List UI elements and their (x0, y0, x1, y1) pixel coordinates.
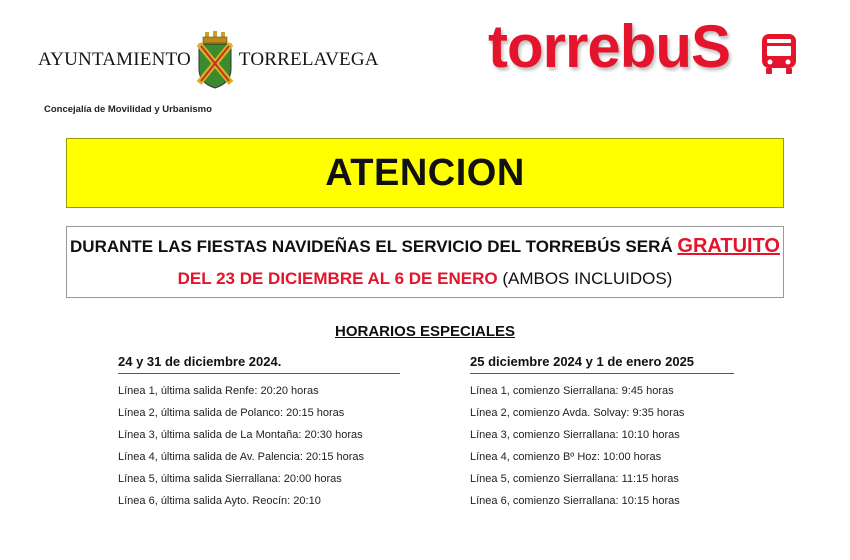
schedule-item: Línea 5, última salida Sierrallana: 20:00 horas (118, 473, 342, 485)
coat-of-arms-icon (195, 31, 235, 89)
schedule-item: Línea 3, última salida de La Montaña: 20:30 horas (118, 429, 363, 441)
torrebus-logo (488, 13, 818, 90)
ayto-left-text: AYUNTAMIENTO (38, 49, 191, 70)
notice-line-2 (67, 269, 783, 289)
horarios-title: HORARIOS ESPECIALES (334, 323, 516, 340)
concejalia-label: Concejalía de Movilidad y Urbanismo (44, 104, 212, 115)
banner-title: ATENCION (325, 151, 525, 194)
free-badge: GRATUITO (677, 235, 780, 257)
schedule-item: Línea 1, comienzo Sierrallana: 9:45 horas (470, 385, 674, 397)
schedule-item: Línea 6, comienzo Sierrallana: 10:15 horas (470, 495, 680, 507)
notice-note: (AMBOS INCLUIDOS) (502, 269, 673, 288)
schedule-item: Línea 3, comienzo Sierrallana: 10:10 horas (470, 429, 680, 441)
notice-main-text: DURANTE LAS FIESTAS NAVIDEÑAS EL SERVICIO DEL TORREBÚS SERÁ (70, 237, 673, 256)
ayuntamiento-logo (38, 30, 379, 90)
schedule-item: Línea 4, comienzo Bº Hoz: 10:00 horas (470, 451, 662, 463)
ayto-right-text: TORRELAVEGA (238, 49, 379, 70)
right-column-heading: 25 diciembre 2024 y 1 de enero 2025 (470, 354, 734, 374)
left-column-heading: 24 y 31 de diciembre 2024. (118, 354, 400, 374)
atencion-banner (66, 138, 784, 208)
schedule-column-left (118, 354, 400, 512)
schedule-item: Línea 2, comienzo Avda. Solvay: 9:35 horas (470, 407, 685, 419)
bus-icon (758, 32, 800, 76)
right-schedule-list (470, 380, 734, 512)
notice-box (66, 226, 784, 298)
schedule-item: Línea 6, última salida Ayto. Reocín: 20:10 (118, 495, 321, 507)
schedule-item: Línea 5, comienzo Sierrallana: 11:15 horas (470, 473, 679, 485)
schedule-item: Línea 4, última salida de Av. Palencia: 20:15 horas (118, 451, 365, 463)
schedule-column-right (470, 354, 734, 512)
schedule-item: Línea 1, última salida Renfe: 20:20 horas (118, 385, 319, 397)
schedule-item: Línea 2, última salida de Polanco: 20:15 horas (118, 407, 345, 419)
notice-line-1 (67, 235, 783, 258)
notice-dates: DEL 23 DE DICIEMBRE AL 6 DE ENERO (177, 269, 498, 288)
brand-text: torrebuS (488, 13, 731, 80)
left-schedule-list (118, 380, 400, 512)
